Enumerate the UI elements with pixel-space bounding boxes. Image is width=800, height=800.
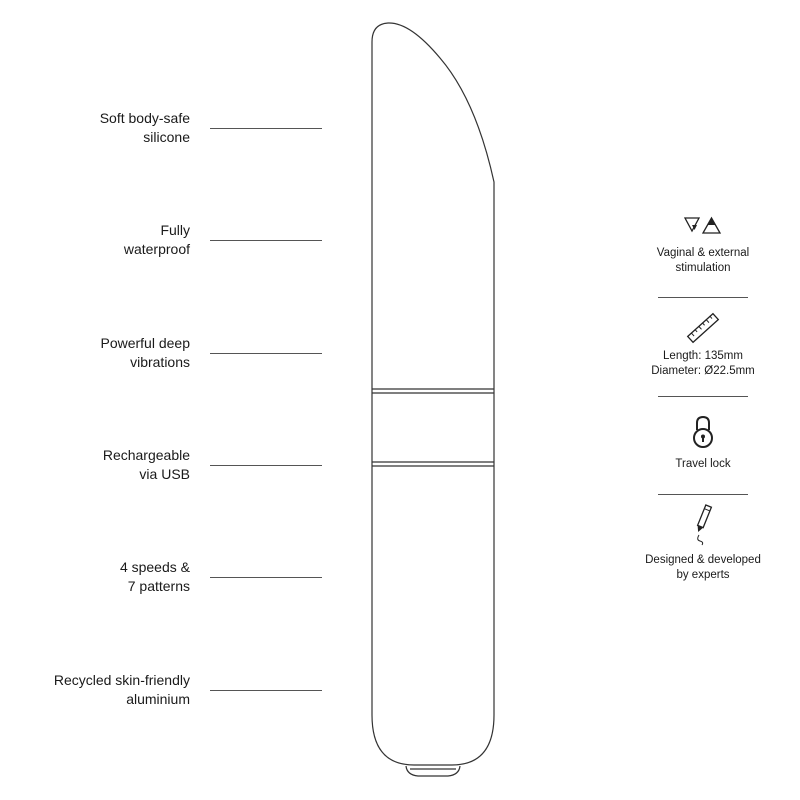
charging-cap-outline (406, 766, 460, 776)
feature-line: via USB (139, 466, 190, 482)
triangles-icon (683, 215, 723, 237)
feature-label-waterproof (0, 221, 190, 259)
spec-line: Travel lock (675, 458, 731, 470)
spec-line: by experts (676, 569, 730, 581)
feature-line: waterproof (123, 241, 190, 257)
feature-line: Rechargeable (102, 447, 190, 463)
leader-line (210, 465, 322, 466)
spec-dimensions (628, 349, 778, 379)
leader-line (210, 577, 322, 578)
spec-line: stimulation (675, 262, 731, 274)
feature-label-silicone (0, 109, 190, 147)
feature-line: vibrations (130, 354, 190, 370)
vibrator-body-outline (372, 23, 494, 765)
feature-line: aluminium (126, 691, 190, 707)
feature-line: 4 speeds & (119, 559, 190, 575)
spec-line: Designed & developed (645, 554, 761, 566)
spec-divider (658, 494, 748, 495)
spec-divider (658, 297, 748, 298)
spec-line: Diameter: Ø22.5mm (651, 365, 755, 377)
leader-line (210, 240, 322, 241)
leader-line (210, 128, 322, 129)
leader-line (210, 690, 322, 691)
feature-line: Soft body-safe (99, 110, 190, 126)
spec-divider (658, 396, 748, 397)
padlock-icon (689, 414, 717, 450)
feature-line: silicone (143, 129, 190, 145)
feature-line: Fully (160, 222, 190, 238)
spec-stimulation (628, 246, 778, 276)
ruler-icon (683, 310, 723, 346)
feature-label-rechargeable (0, 446, 190, 484)
spec-line: Vaginal & external (656, 247, 750, 259)
spec-design (628, 553, 778, 583)
feature-label-aluminium (0, 671, 190, 709)
feature-line: 7 patterns (127, 578, 190, 594)
spec-line: Length: 135mm (663, 350, 743, 362)
spec-travel-lock (628, 457, 778, 472)
feature-line: Powerful deep (100, 335, 190, 351)
feature-label-vibrations (0, 334, 190, 372)
feature-line: Recycled skin-friendly (53, 672, 190, 688)
feature-label-speeds (0, 558, 190, 596)
leader-line (210, 353, 322, 354)
pen-icon (688, 502, 718, 548)
